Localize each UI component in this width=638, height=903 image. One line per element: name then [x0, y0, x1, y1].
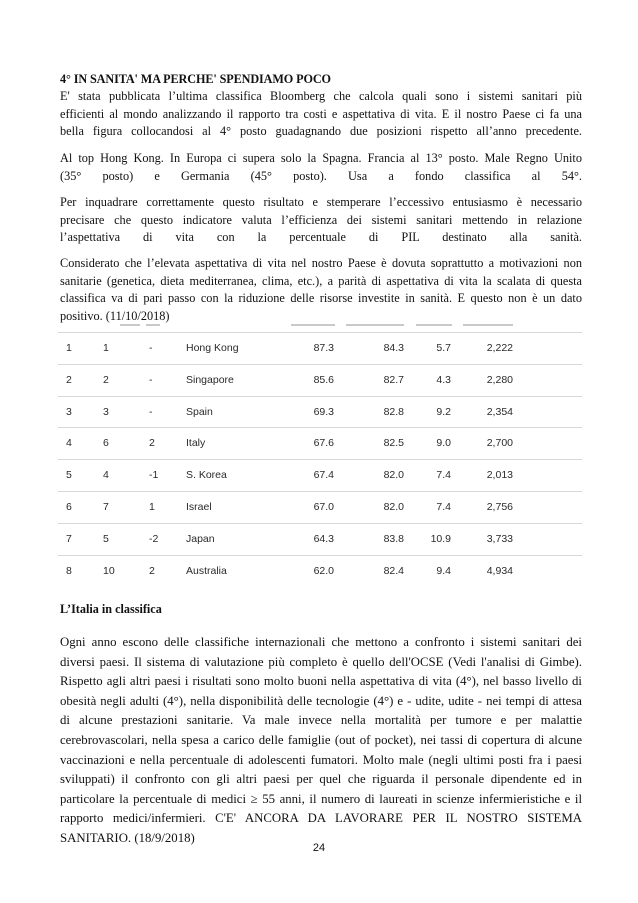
- table-cell-health-spending-gdp: 9.4: [436, 564, 451, 577]
- table-row: [58, 459, 582, 494]
- table-cell-life-expectancy: 83.8: [383, 532, 404, 545]
- text-line: Ogni anno escono delle classifiche internazionali che mettono a confronto i sistemi sanitari dei: [60, 635, 582, 649]
- table-row: [58, 491, 582, 526]
- table-cell-previous-rank: 10: [103, 564, 115, 577]
- text-line: diversi paesi. Il sistema di valutazione più completo è quello dell'OCSE (Vedi l'analisi di Gimbe).: [60, 654, 582, 669]
- table-cell-score: 87.3: [313, 342, 334, 354]
- text-line: precisare che questo indicatore valuta l’efficienza dei sistemi sanitari mettendo in relazione: [60, 212, 582, 227]
- paragraph-ranking: [60, 150, 582, 185]
- paragraph-oecd: [60, 633, 582, 849]
- text-line: Rispetto agli altri paesi i risultati sono molto buoni nella aspettativa di vita (4°), nel basso livello di: [60, 674, 582, 689]
- table-cell-life-expectancy: 82.5: [383, 437, 404, 450]
- text-line: E' stata pubblicata l’ultima classifica Bloomberg che calcola quali sono i sistemi sanitari più: [60, 89, 582, 103]
- text-line: SANITARIO. (18/9/2018): [60, 830, 195, 845]
- table-cell-change: -2: [149, 532, 159, 545]
- table-cell-country: Hong Kong: [186, 342, 239, 354]
- text-line: sviluppati) il confronto con gli altri paesi per quel che riguarda il personale dipendente ed in: [60, 772, 582, 787]
- table-cell-country: Singapore: [186, 373, 234, 386]
- table-row: [58, 332, 582, 367]
- table-cell-change: 1: [149, 501, 155, 513]
- table-cell-health-spending-gdp: 10.9: [430, 532, 451, 545]
- table-cell-previous-rank: 1: [103, 342, 109, 354]
- table-cell-life-expectancy: 82.8: [383, 405, 404, 418]
- table-cell-health-spending-gdp: 7.4: [436, 501, 451, 513]
- table-cell-life-expectancy: 82.7: [383, 373, 404, 386]
- text-line: vaccinazioni e nella percentuale di adolescenti fumatori. Molto male (negli ultimi posti fra i paesi: [60, 752, 582, 767]
- table-cell-country: Australia: [186, 564, 227, 577]
- page-number: 24: [312, 842, 326, 854]
- table-cell-per-capita-cost: 4,934: [486, 564, 513, 577]
- text-line: particolare la percentuale di medici ≥ 55 anni, il numero di laureati in scienze infermieristiche e il: [60, 791, 582, 806]
- table-cell-rank: 2: [66, 373, 72, 386]
- table-cell-country: Italy: [186, 437, 206, 450]
- table-cell-change: -: [149, 373, 153, 386]
- table-header-faded: [58, 322, 582, 332]
- table-cell-score: 62.0: [313, 564, 334, 577]
- table-cell-country: Japan: [186, 532, 215, 545]
- table-cell-life-expectancy: 84.3: [383, 342, 404, 354]
- text-line: bella figura collocandosi al 4° posto guadagnando due posizioni rispetto all’anno precedente.: [60, 124, 582, 138]
- table-cell-health-spending-gdp: 5.7: [436, 342, 451, 354]
- table-cell-life-expectancy: 82.0: [383, 501, 404, 513]
- text-line: obesità negli adulti (4°), nella disponibilità delle tecnologie (4°) e - udite, udite - nei tempi di attesa: [60, 693, 582, 708]
- table-cell-rank: 4: [66, 437, 72, 450]
- table-cell-change: -: [149, 405, 153, 418]
- text-line: Considerato che l’elevata aspettativa di vita nel nostro Paese è dovuta soprattutto a motivazioni non: [60, 256, 582, 270]
- text-line: classifica va di pari passo con la riduzione delle risorse investite in sanità. E questo non è un dato: [60, 291, 582, 305]
- table-cell-score: 85.6: [313, 373, 334, 386]
- table-cell-rank: 8: [66, 564, 72, 577]
- table-cell-score: 67.6: [313, 437, 334, 450]
- table-cell-per-capita-cost: 2,700: [486, 437, 513, 450]
- table-cell-rank: 6: [66, 501, 72, 513]
- text-line: cerebrovascolari, nella spesa a carico delle famiglie (out of pocket), nei tassi di copertura di alcune: [60, 732, 582, 747]
- table-cell-change: 2: [149, 564, 155, 577]
- table-cell-previous-rank: 3: [103, 405, 109, 418]
- table-cell-life-expectancy: 82.4: [383, 564, 404, 577]
- text-line: Al top Hong Kong. In Europa ci supera solo la Spagna. Francia al 13° posto. Male Regno Unito: [60, 151, 582, 165]
- table-cell-health-spending-gdp: 9.0: [436, 437, 451, 450]
- text-line: efficienti al mondo analizzando il rapporto tra costi e aspettativa di vita. E il nostro Paese ci fa una: [60, 106, 582, 121]
- table-cell-life-expectancy: 82.0: [383, 469, 404, 482]
- table-cell-score: 69.3: [313, 405, 334, 418]
- table-cell-rank: 1: [66, 342, 72, 354]
- table-cell-per-capita-cost: 2,354: [486, 405, 513, 418]
- paragraph-bloomberg: [60, 88, 582, 141]
- table-cell-previous-rank: 7: [103, 501, 109, 513]
- text-line: rapporto medici/infermieri. C'E' ANCORA DA LAVORARE PER IL NOSTRO SISTEMA: [60, 811, 582, 826]
- table-cell-per-capita-cost: 3,733: [486, 532, 513, 545]
- text-line: (35° posto) e Germania (45° posto). Usa a fondo classifica al 54°.: [60, 168, 582, 183]
- subsection-title: L’Italia in classifica: [60, 602, 162, 616]
- text-line: sanitarie (genetica, dieta mediterranea, clima, etc.), a parità di aspettativa di vita la scalata di questa: [60, 273, 582, 288]
- table-cell-country: S. Korea: [186, 469, 227, 482]
- table-cell-change: -1: [149, 469, 159, 482]
- table-cell-rank: 7: [66, 532, 72, 545]
- table-row: [58, 523, 582, 558]
- table-row: [58, 427, 582, 462]
- text-line: l’aspettativa di vita con la percentuale di PIL destinato alla sanità.: [60, 230, 582, 244]
- table-cell-rank: 3: [66, 405, 72, 418]
- text-line: di alcune prestazioni sanitarie. Va male invece nella mortalità per tumore e per malattie: [60, 713, 582, 728]
- table-cell-per-capita-cost: 2,756: [486, 501, 513, 513]
- table-cell-rank: 5: [66, 469, 72, 482]
- table-row: [58, 555, 582, 590]
- table-cell-change: 2: [149, 437, 155, 450]
- table-cell-previous-rank: 6: [103, 437, 109, 450]
- table-cell-per-capita-cost: 2,280: [486, 373, 513, 386]
- table-cell-previous-rank: 5: [103, 532, 109, 545]
- table-cell-per-capita-cost: 2,013: [486, 469, 513, 482]
- table-cell-change: -: [149, 342, 153, 354]
- section-title: 4° IN SANITA' MA PERCHE' SPENDIAMO POCO: [60, 72, 331, 86]
- table-cell-score: 67.0: [313, 501, 334, 513]
- table-cell-country: Israel: [186, 501, 212, 513]
- table-cell-previous-rank: 4: [103, 469, 109, 482]
- table-cell-score: 67.4: [313, 469, 334, 482]
- table-row: [58, 396, 582, 431]
- text-line: Per inquadrare correttamente questo risultato e stemperare l’eccessivo entusiasmo è necessario: [60, 195, 582, 209]
- table-cell-per-capita-cost: 2,222: [486, 342, 513, 354]
- table-cell-health-spending-gdp: 4.3: [436, 373, 451, 386]
- paragraph-considerations: [60, 255, 582, 325]
- text-line: positivo. (11/10/2018): [60, 308, 170, 323]
- table-cell-score: 64.3: [313, 532, 334, 545]
- paragraph-indicator: [60, 194, 582, 247]
- table-cell-health-spending-gdp: 9.2: [436, 405, 451, 418]
- table-row: [58, 364, 582, 399]
- table-cell-previous-rank: 2: [103, 373, 109, 386]
- table-cell-health-spending-gdp: 7.4: [436, 469, 451, 482]
- ranking-table-image: [58, 322, 582, 590]
- table-cell-country: Spain: [186, 405, 213, 418]
